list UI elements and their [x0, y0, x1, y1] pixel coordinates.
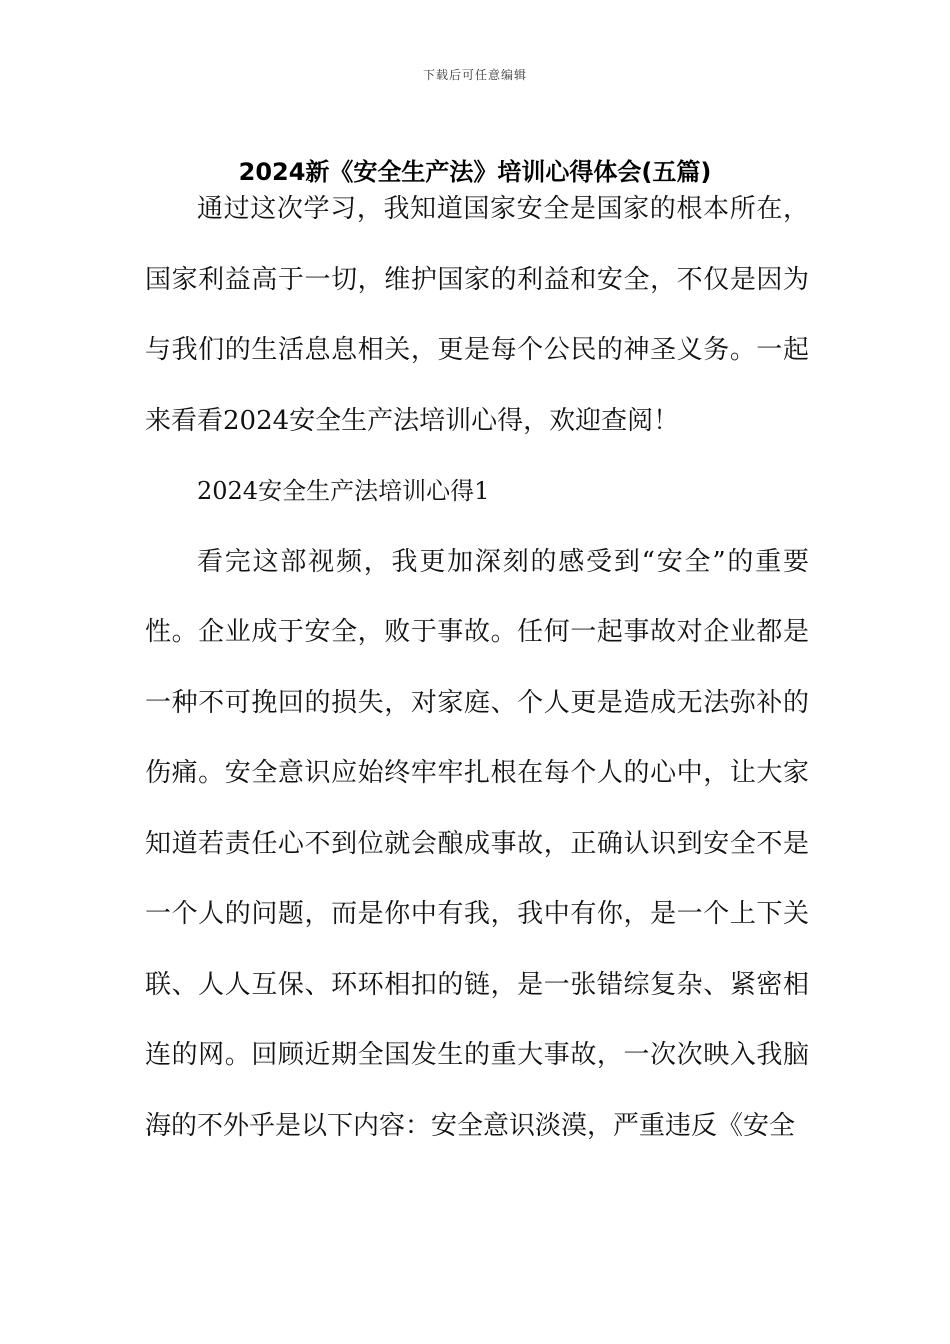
- document-title: 2024新《安全生产法》培训心得体会(五篇): [238, 158, 712, 186]
- section-heading: 2024安全生产法培训心得1: [197, 477, 490, 505]
- document-body: [145, 174, 809, 1161]
- header-note: 下载后可任意编辑: [422, 68, 527, 82]
- intro-paragraph: 通过这次学习，我知道国家安全是国家的根本所在，国家利益高于一切，维护国家的利益和安全，不仅是因为与我们的生活息息相关，更是每个公民的神圣义务。一起来看看2024安全生产法培训心得，欢迎查阅！: [145, 194, 809, 436]
- section-paragraph: 看完这部视频，我更加深刻的感受到“安全”的重要性。企业成于安全，败于事故。任何一起事故对企业都是一种不可挽回的损失，对家庭、个人更是造成无法弥补的伤痛。安全意识应始终牢牢扎根在每个人的心中，让大家知道若责任心不到位就会酿成事故，正确认识到安全不是一个人的问题，而是你中有我，我中有你，是一个上下关联、人人互保、环环相扣的链，是一张错综复杂、紧密相连的网。回顾近期全国发生的重大事故，一次次映入我脑海的不外乎是以下内容：安全意识淡漠，严重违反《安全: [145, 546, 809, 1141]
